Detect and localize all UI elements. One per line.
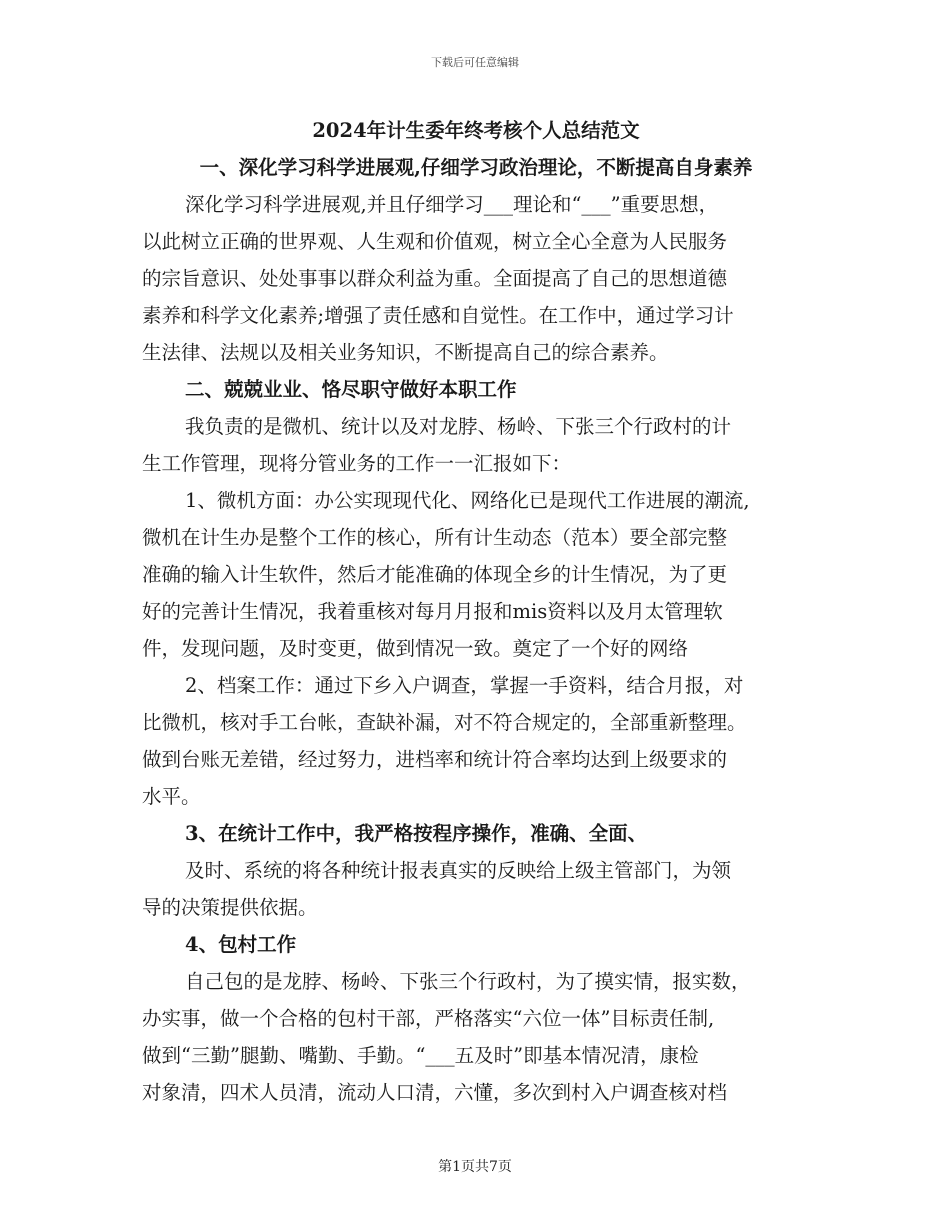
paragraph-line: 微机在计生办是整个工作的核心，所有计生动态（范本）要全部完整	[142, 526, 728, 549]
paragraph-line: 水平。	[142, 785, 201, 808]
paragraph-line: 导的决策提供依据。	[142, 896, 318, 919]
paragraph-line: 我负责的是微机、统计以及对龙脖、杨岭、下张三个行政村的计	[185, 415, 732, 438]
document-body	[142, 112, 810, 1111]
section-heading: 一、深化学习科学进展观,仔细学习政治理论，不断提高自身素养	[199, 156, 753, 179]
section-heading: 4、包村工作	[185, 933, 297, 956]
paragraph-line: 1、微机方面：办公实现现代化、网络化已是现代工作进展的潮流,	[185, 489, 750, 512]
paragraph-line: 自己包的是龙脖、杨岭、下张三个行政村，为了摸实情，报实数，	[185, 970, 751, 993]
paragraph-line: 生法律、法规以及相关业务知识，不断提高自己的综合素养。	[142, 341, 669, 364]
paragraph-line: 2、档案工作：通过下乡入户调查，掌握一手资料，结合月报，对	[185, 674, 744, 697]
paragraph-line: 做到台账无差错，经过努力，进档率和统计符合率均达到上级要求的	[142, 748, 728, 771]
paragraph-line: 好的完善计生情况，我着重核对每月月报和mis资料以及月太管理软	[142, 600, 723, 623]
document-title: 2024年计生委年终考核个人总结范文	[312, 119, 640, 142]
paragraph-line: 件，发现问题，及时变更，做到情况一致。奠定了一个好的网络	[142, 637, 689, 660]
paragraph-line: 素养和科学文化素养;增强了责任感和自觉性。在工作中，通过学习计	[142, 304, 734, 327]
document-lines	[142, 149, 810, 1111]
paragraph-line: 做到“三勤”腿勤、嘴勤、手勤。“___五及时”即基本情况清，康检	[142, 1044, 699, 1067]
paragraph-line: 办实事，做一个合格的包村干部，严格落实“六位一体”目标责任制,	[142, 1007, 715, 1030]
paragraph-line: 及时、系统的将各种统计报表真实的反映给上级主管部门，为领	[185, 859, 732, 882]
section-heading: 3、在统计工作中，我严格按程序操作，准确、全面、	[185, 822, 648, 845]
paragraph-line: 生工作管理，现将分管业务的工作一一汇报如下：	[142, 452, 572, 475]
paragraph-line: 比微机，核对手工台帐，查缺补漏，对不符合规定的，全部重新整理。	[142, 711, 747, 734]
section-heading: 二、兢兢业业、恪尽职守做好本职工作	[185, 378, 517, 401]
paragraph-line: 以此树立正确的世界观、人生观和价值观，树立全心全意为人民服务	[142, 230, 728, 253]
page-footer: 第1页共7页	[438, 1159, 512, 1175]
paragraph-line: 准确的输入计生软件，然后才能准确的体现全乡的计生情况，为了更	[142, 563, 728, 586]
header-note: 下载后可任意编辑	[431, 56, 519, 69]
paragraph-line: 对象清，四术人员清，流动人口清，六懂，多次到村入户调查核对档	[142, 1081, 728, 1104]
paragraph-line: 的宗旨意识、处处事事以群众利益为重。全面提高了自己的思想道德	[142, 267, 728, 290]
paragraph-line: 深化学习科学进展观,并且仔细学习___理论和“___”重要思想，	[185, 193, 719, 216]
